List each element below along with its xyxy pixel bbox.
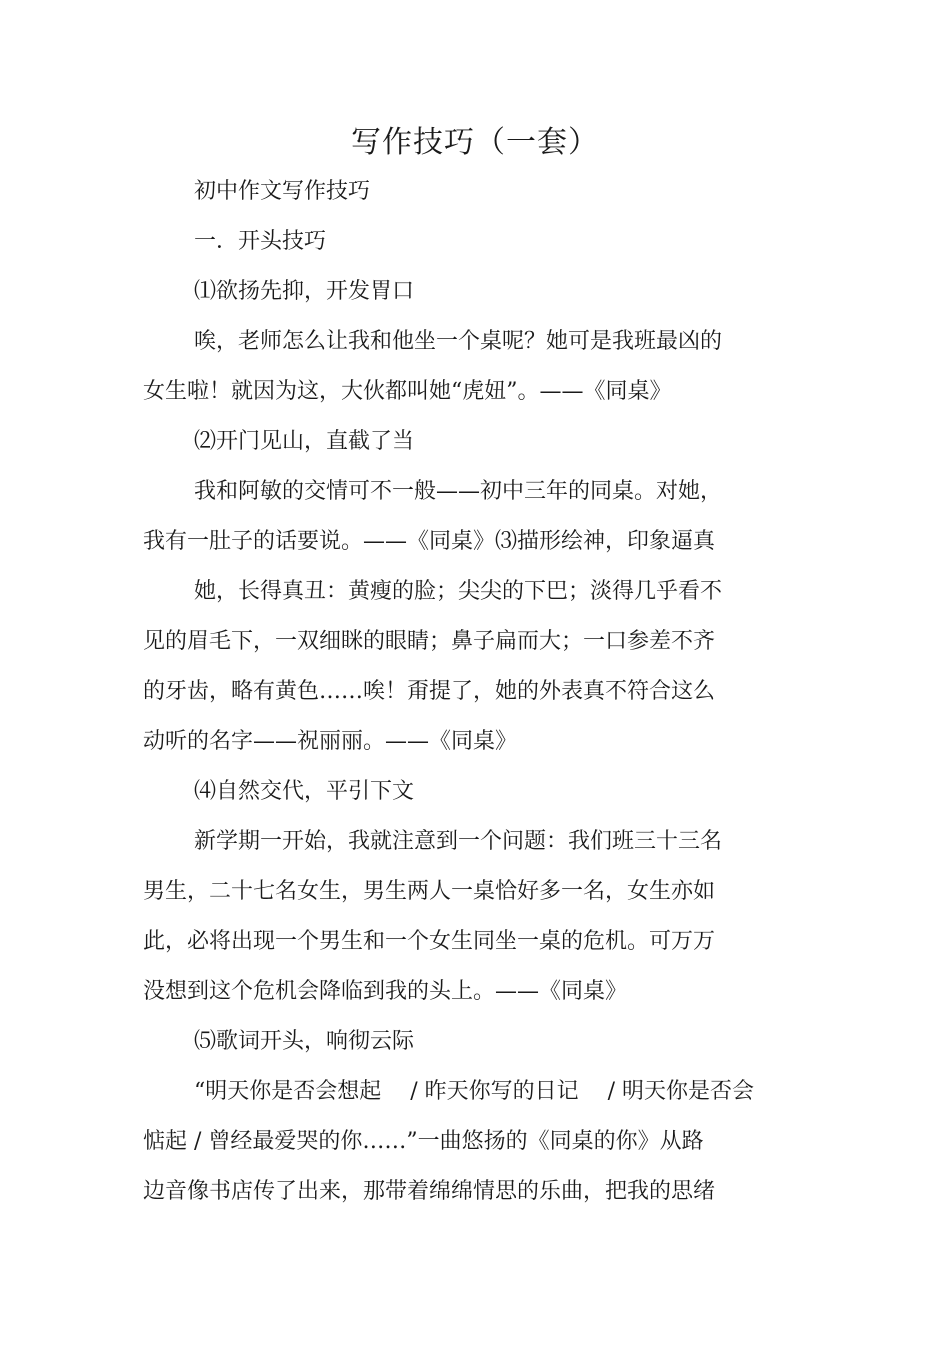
document-page: 写作技巧（一套） 初中作文写作技巧 一．开头技巧 ⑴欲扬先抑，开发胃口 唉，老师怎么让我和他坐一个桌呢？她可是我班最凶的 女生啦！就因为这，大伙都叫她“虎妞”。——《同桌》 ⑵开门见山，直截了当 我和阿敏的交情可不一般——初中三年的同桌。对她， 我有一肚子的话要说。——《同桌》⑶描形绘神，印象逼真 她，长得真丑：黄瘦的脸；尖尖的下巴；淡得几乎看不 见的眉毛下，一双细眯的眼睛；鼻子扁而大；一口参差不齐 的牙齿，略有黄色……唉！甭提了，她的外表真不符合这么 动听的名字——祝丽丽。——《同桌》 ⑷自然交代，平引下文 新学期一开始，我就注意到一个问题：我们班三十三名 男生，二十七名女生，男生两人一桌恰好多一名，女生亦如 此，必将出现一个男生和一个女生同坐一桌的危机。可万万 没想到这个危机会降临到我的头上。——《同桌》 ⑸歌词开头，响彻云际 “明天你是否会想起 / 昨天你写的日记 / 明天你是否会 惦起 / 曾经最爱哭的你……”一曲悠扬的《同桌的你》从路 边音像书店传了出来，那带着绵绵情思的乐曲，把我的思绪	[0, 0, 950, 1345]
document-title: 写作技巧（一套）	[351, 125, 599, 160]
